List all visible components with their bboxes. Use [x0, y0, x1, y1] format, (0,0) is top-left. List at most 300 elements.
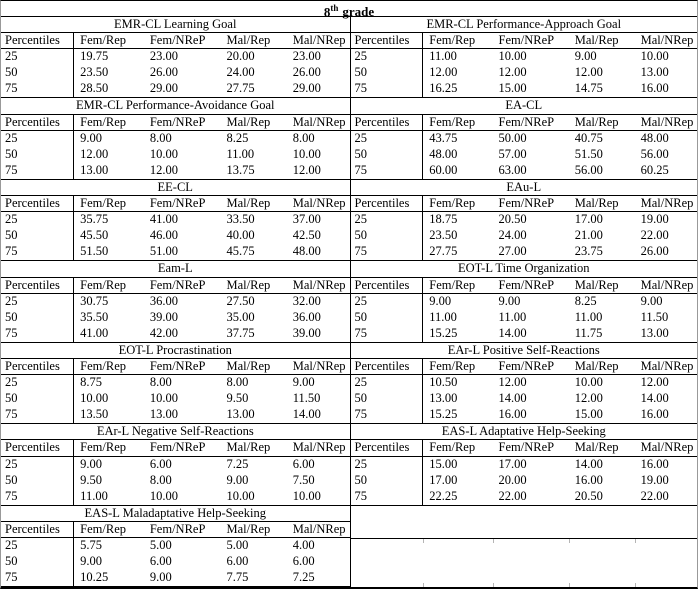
col-header-fem-nrep: Fem/NReP	[149, 440, 206, 455]
percentile-label: 50	[1, 310, 74, 326]
percentile-label: 50	[1, 65, 74, 81]
percentile-label: 50	[351, 310, 424, 326]
col-header-mal-nrep: Mal/NRep	[292, 521, 346, 536]
cell-value: 8.00	[149, 375, 172, 390]
table-row	[351, 294, 698, 310]
table-row	[1, 570, 350, 586]
cell-value: 14.00	[640, 391, 669, 406]
cell-value: 48.00	[292, 244, 321, 259]
percentile-label: 75	[1, 163, 74, 179]
subtable-eas-l-adaptative-help-seeking	[351, 424, 698, 505]
cell-value: 35.50	[80, 309, 109, 324]
subtable-ea-cl	[351, 98, 698, 179]
subtable-emr-cl-performance-avoidance-goal	[1, 98, 350, 179]
col-header-fem-nrep: Fem/NReP	[149, 114, 206, 129]
cell-value: 7.25	[226, 456, 249, 471]
cell-value: 4.00	[292, 538, 315, 552]
col-header-mal-nrep: Mal/NRep	[640, 440, 694, 455]
subtable-header-row	[351, 115, 698, 131]
col-header-fem-nrep: Fem/NReP	[149, 33, 206, 48]
percentile-label: 25	[1, 131, 74, 147]
col-header-fem-rep: Fem/Rep	[80, 277, 127, 292]
cell-border-tick	[423, 583, 424, 587]
cell-value: 20.50	[498, 212, 527, 227]
cell-value: 20.50	[574, 488, 603, 503]
cell-value: 8.00	[292, 130, 315, 145]
cell-value: 51.50	[574, 146, 603, 161]
percentile-label: 50	[351, 473, 424, 489]
cell-value: 20.00	[226, 49, 255, 64]
table-row	[1, 228, 350, 244]
cell-border-tick	[569, 583, 570, 587]
percentile-label: 75	[1, 407, 74, 423]
col-header-mal-nrep: Mal/NRep	[292, 114, 346, 129]
percentile-label: 25	[351, 212, 424, 228]
cell-value: 20.00	[498, 472, 527, 487]
cell-value: 23.00	[149, 49, 178, 64]
col-header-percentiles: Percentiles	[1, 440, 74, 455]
cell-value: 5.00	[149, 538, 172, 552]
cell-value: 36.00	[149, 293, 178, 308]
cell-value: 23.50	[80, 65, 109, 80]
cell-value: 11.00	[226, 146, 255, 161]
percentile-label: 75	[351, 244, 424, 260]
cell-value: 24.00	[226, 65, 255, 80]
col-header-mal-nrep: Mal/NRep	[292, 358, 346, 373]
subtable-title: EAr-L Positive Self-Reactions	[351, 343, 698, 359]
subtable-header-row	[351, 33, 698, 49]
table-row	[351, 457, 698, 473]
cell-value: 21.00	[574, 228, 603, 243]
col-header-mal-nrep: Mal/NRep	[292, 277, 346, 292]
cell-value: 41.00	[80, 325, 109, 340]
cell-value: 26.00	[640, 244, 669, 259]
table-row	[1, 473, 350, 489]
percentile-label: 50	[1, 147, 74, 163]
subtable-header-row	[1, 33, 350, 49]
subtable-eot-l-procrastination	[1, 343, 350, 424]
percentile-label: 25	[351, 375, 424, 391]
percentile-label: 50	[351, 65, 424, 81]
cell-value: 12.00	[498, 375, 527, 390]
col-header-fem-rep: Fem/Rep	[80, 358, 127, 373]
cell-value: 39.00	[292, 325, 321, 340]
cell-value: 10.00	[80, 391, 109, 406]
col-header-mal-rep: Mal/Rep	[226, 196, 271, 211]
cell-value: 37.75	[226, 325, 255, 340]
cell-value: 9.00	[80, 554, 103, 569]
cell-value: 48.00	[429, 146, 458, 161]
cell-value: 9.00	[149, 570, 172, 585]
subtable-title: EAS-L Maladaptative Help-Seeking	[1, 506, 350, 522]
col-header-fem-rep: Fem/Rep	[80, 196, 127, 211]
col-header-percentiles: Percentiles	[351, 440, 424, 455]
table-row	[351, 49, 698, 65]
table-row	[1, 212, 350, 228]
cell-border-tick	[635, 539, 636, 543]
col-header-fem-rep: Fem/Rep	[429, 358, 476, 373]
cell-value: 19.00	[640, 472, 669, 487]
cell-value: 39.00	[149, 309, 178, 324]
cell-value: 8.25	[226, 130, 249, 145]
cell-value: 36.00	[292, 309, 321, 324]
subtable-header-row	[351, 359, 698, 375]
empty-row-divider	[351, 506, 698, 539]
col-header-percentiles: Percentiles	[351, 359, 424, 374]
table-row	[1, 81, 350, 97]
col-header-mal-rep: Mal/Rep	[226, 277, 271, 292]
subtable-header-row	[1, 359, 350, 375]
cell-value: 22.00	[640, 488, 669, 503]
cell-value: 13.00	[640, 65, 669, 80]
cell-value: 10.00	[498, 49, 527, 64]
cell-value: 17.00	[574, 212, 603, 227]
cell-value: 26.00	[292, 65, 321, 80]
table-row	[351, 163, 698, 179]
col-header-fem-rep: Fem/Rep	[80, 114, 127, 129]
subtable-title: EOT-L Time Organization	[351, 261, 698, 277]
table-row	[1, 310, 350, 326]
cell-value: 9.50	[226, 391, 249, 406]
cell-value: 6.00	[149, 554, 172, 569]
table-row	[351, 310, 698, 326]
subtable-header-row	[1, 278, 350, 294]
percentile-label: 75	[1, 81, 74, 97]
cell-value: 23.75	[574, 244, 603, 259]
col-header-fem-nrep: Fem/NReP	[498, 277, 555, 292]
table-row	[351, 212, 698, 228]
cell-value: 8.00	[226, 375, 249, 390]
cell-value: 6.00	[226, 554, 249, 569]
percentile-label: 25	[1, 375, 74, 391]
percentile-label: 25	[1, 538, 74, 554]
cell-value: 45.50	[80, 228, 109, 243]
table-row	[1, 49, 350, 65]
col-header-fem-nrep: Fem/NReP	[149, 277, 206, 292]
cell-value: 10.50	[429, 375, 458, 390]
cell-value: 35.75	[80, 212, 109, 227]
col-header-fem-rep: Fem/Rep	[429, 114, 476, 129]
cell-value: 22.00	[640, 228, 669, 243]
cell-value: 48.00	[640, 130, 669, 145]
cell-value: 30.75	[80, 293, 109, 308]
col-header-percentiles: Percentiles	[1, 196, 74, 211]
cell-value: 13.00	[149, 407, 178, 422]
cell-value: 7.25	[292, 570, 315, 585]
cell-value: 12.00	[640, 375, 669, 390]
cell-value: 16.00	[640, 407, 669, 422]
cell-value: 51.50	[80, 244, 109, 259]
percentile-label: 25	[1, 49, 74, 65]
col-header-percentiles: Percentiles	[351, 278, 424, 293]
col-header-mal-rep: Mal/Rep	[226, 440, 271, 455]
cell-value: 42.00	[149, 325, 178, 340]
subtable-header-row	[351, 440, 698, 456]
percentile-label: 25	[351, 457, 424, 473]
cell-value: 11.50	[640, 309, 669, 324]
cell-value: 14.00	[498, 325, 527, 340]
col-header-mal-nrep: Mal/NRep	[640, 33, 694, 48]
table-row	[1, 65, 350, 81]
table-row	[351, 326, 698, 342]
cell-value: 11.00	[429, 49, 457, 64]
table-row	[1, 131, 350, 147]
cell-value: 27.75	[429, 244, 458, 259]
percentile-label: 25	[351, 131, 424, 147]
percentile-label: 25	[1, 212, 74, 228]
cell-value: 16.00	[640, 81, 669, 96]
col-header-fem-rep: Fem/Rep	[429, 196, 476, 211]
cell-value: 14.00	[498, 391, 527, 406]
table-row	[351, 489, 698, 505]
cell-value: 13.00	[429, 391, 458, 406]
cell-value: 5.75	[80, 538, 103, 552]
cell-border-tick	[569, 539, 570, 543]
col-header-fem-nrep: Fem/NReP	[149, 358, 206, 373]
subtable-title: EMR-CL Performance-Approach Goal	[351, 17, 698, 33]
subtable-header-row	[351, 278, 698, 294]
cell-value: 9.50	[80, 472, 103, 487]
cell-value: 10.00	[292, 488, 321, 503]
subtable-title: EE-CL	[1, 180, 350, 196]
percentile-label: 75	[1, 326, 74, 342]
empty-cells-region	[351, 506, 698, 587]
col-header-percentiles: Percentiles	[351, 196, 424, 211]
cell-value: 41.00	[149, 212, 178, 227]
table-row	[351, 147, 698, 163]
col-header-fem-rep: Fem/Rep	[429, 277, 476, 292]
cell-value: 17.00	[429, 472, 458, 487]
subtable-header-row	[1, 115, 350, 131]
table-row	[351, 244, 698, 260]
col-header-percentiles: Percentiles	[1, 359, 74, 374]
table-row	[1, 326, 350, 342]
cell-value: 14.75	[574, 81, 603, 96]
cell-value: 12.00	[574, 65, 603, 80]
subtable-title: EOT-L Procrastination	[1, 343, 350, 359]
subtable-eas-l-maladaptative-help-seeking	[1, 506, 350, 587]
cell-value: 16.00	[574, 472, 603, 487]
percentile-label: 25	[1, 457, 74, 473]
cell-value: 17.00	[498, 456, 527, 471]
cell-value: 6.00	[292, 554, 315, 569]
cell-value: 33.50	[226, 212, 255, 227]
subtable-title: EAu-L	[351, 180, 698, 196]
cell-value: 12.00	[149, 162, 178, 177]
cell-value: 9.00	[574, 49, 597, 64]
col-header-percentiles: Percentiles	[351, 115, 424, 130]
subtable-title: Eam-L	[1, 261, 350, 277]
cell-value: 27.00	[498, 244, 527, 259]
cell-value: 13.75	[226, 162, 255, 177]
subtable-title: EAS-L Adaptative Help-Seeking	[351, 424, 698, 440]
cell-value: 22.00	[498, 488, 527, 503]
percentile-label: 50	[1, 391, 74, 407]
cell-value: 10.00	[226, 488, 255, 503]
cell-value: 8.00	[149, 472, 172, 487]
percentile-label: 50	[1, 473, 74, 489]
cell-value: 12.00	[498, 65, 527, 80]
cell-value: 32.00	[292, 293, 321, 308]
percentile-label: 50	[1, 228, 74, 244]
percentile-label: 25	[1, 294, 74, 310]
subtable-title: EMR-CL Learning Goal	[1, 17, 350, 33]
col-header-mal-rep: Mal/Rep	[574, 277, 619, 292]
table-row	[1, 538, 350, 554]
col-header-mal-rep: Mal/Rep	[574, 114, 619, 129]
cell-value: 19.00	[640, 212, 669, 227]
cell-value: 15.00	[429, 456, 458, 471]
cell-value: 51.00	[149, 244, 178, 259]
col-header-mal-nrep: Mal/NRep	[292, 440, 346, 455]
col-header-fem-rep: Fem/Rep	[80, 521, 127, 536]
cell-value: 13.00	[80, 162, 109, 177]
col-header-mal-rep: Mal/Rep	[226, 33, 271, 48]
subtable-emr-cl-learning-goal	[1, 17, 350, 98]
cell-value: 29.00	[149, 81, 178, 96]
cell-value: 56.00	[574, 162, 603, 177]
col-header-percentiles: Percentiles	[351, 33, 424, 48]
percentile-label: 75	[351, 81, 424, 97]
col-header-fem-rep: Fem/Rep	[429, 33, 476, 48]
percentile-label: 75	[351, 326, 424, 342]
cell-value: 22.25	[429, 488, 458, 503]
cell-value: 27.50	[226, 293, 255, 308]
cell-value: 7.75	[226, 570, 249, 585]
cell-value: 12.00	[574, 391, 603, 406]
col-header-fem-rep: Fem/Rep	[80, 33, 127, 48]
cell-value: 12.00	[429, 65, 458, 80]
col-header-mal-rep: Mal/Rep	[226, 521, 271, 536]
percentile-label: 75	[351, 489, 424, 505]
cell-value: 11.50	[292, 391, 321, 406]
cell-value: 11.75	[574, 325, 603, 340]
subtable-eam-l	[1, 261, 350, 342]
cell-value: 9.00	[498, 293, 521, 308]
cell-value: 42.50	[292, 228, 321, 243]
cell-value: 9.00	[80, 130, 103, 145]
empty-cells	[351, 539, 698, 587]
cell-value: 6.00	[149, 456, 172, 471]
cell-value: 7.50	[292, 472, 315, 487]
table-row	[1, 489, 350, 505]
table-row	[1, 457, 350, 473]
table-row	[1, 163, 350, 179]
percentile-label: 50	[351, 147, 424, 163]
cell-value: 13.00	[640, 325, 669, 340]
cell-value: 15.00	[498, 81, 527, 96]
subtable-emr-cl-performance-approach-goal	[351, 17, 698, 98]
cell-value: 16.00	[640, 456, 669, 471]
cell-value: 60.00	[429, 162, 458, 177]
cell-value: 14.00	[292, 407, 321, 422]
cell-value: 16.00	[498, 407, 527, 422]
cell-border-tick	[423, 539, 424, 543]
cell-value: 28.50	[80, 81, 109, 96]
cell-value: 15.00	[574, 407, 603, 422]
col-header-percentiles: Percentiles	[1, 33, 74, 48]
col-header-mal-nrep: Mal/NRep	[292, 196, 346, 211]
subtable-ear-l-positive-self-reactions	[351, 343, 698, 424]
percentile-label: 50	[351, 391, 424, 407]
cell-value: 18.75	[429, 212, 458, 227]
col-header-fem-rep: Fem/Rep	[429, 440, 476, 455]
cell-value: 10.00	[574, 375, 603, 390]
col-header-mal-rep: Mal/Rep	[574, 358, 619, 373]
cell-value: 50.00	[498, 130, 527, 145]
table-row	[1, 147, 350, 163]
col-header-percentiles: Percentiles	[1, 115, 74, 130]
table-row	[1, 375, 350, 391]
cell-border-tick	[635, 583, 636, 587]
subtable-eau-l	[351, 180, 698, 261]
cell-value: 60.25	[640, 162, 669, 177]
cell-value: 8.75	[80, 375, 103, 390]
table-row	[351, 473, 698, 489]
col-header-fem-rep: Fem/Rep	[80, 440, 127, 455]
col-header-fem-nrep: Fem/NReP	[149, 521, 206, 536]
col-header-mal-rep: Mal/Rep	[226, 358, 271, 373]
cell-value: 35.00	[226, 309, 255, 324]
table-row	[351, 375, 698, 391]
percentile-label: 25	[351, 294, 424, 310]
cell-value: 6.00	[292, 456, 315, 471]
percentile-label: 25	[351, 49, 424, 65]
cell-value: 8.00	[149, 130, 172, 145]
table-row	[351, 131, 698, 147]
subtable-header-row	[1, 440, 350, 456]
left-column	[1, 17, 350, 587]
cell-value: 14.00	[574, 456, 603, 471]
table-row	[1, 407, 350, 423]
cell-value: 37.00	[292, 212, 321, 227]
cell-value: 15.25	[429, 407, 458, 422]
cell-value: 10.00	[149, 488, 178, 503]
table-row	[351, 391, 698, 407]
grade-number: 8	[323, 4, 331, 20]
table-row	[351, 407, 698, 423]
subtable-ear-l-negative-self-reactions	[1, 424, 350, 505]
col-header-fem-nrep: Fem/NReP	[498, 114, 555, 129]
cell-value: 11.00	[80, 488, 108, 503]
table-row	[1, 294, 350, 310]
cell-value: 57.00	[498, 146, 527, 161]
col-header-mal-nrep: Mal/NRep	[292, 33, 346, 48]
cell-value: 12.00	[292, 162, 321, 177]
subtable-title: EMR-CL Performance-Avoidance Goal	[1, 98, 350, 114]
cell-value: 11.00	[429, 309, 457, 324]
subtable-eot-l-time-organization	[351, 261, 698, 342]
cell-value: 45.75	[226, 244, 255, 259]
cell-value: 9.00	[292, 375, 315, 390]
cell-value: 23.00	[292, 49, 321, 64]
col-header-mal-nrep: Mal/NRep	[640, 196, 694, 211]
subtable-title: EA-CL	[351, 98, 698, 114]
col-header-fem-nrep: Fem/NReP	[498, 33, 555, 48]
cell-value: 63.00	[498, 162, 527, 177]
cell-value: 12.00	[80, 146, 109, 161]
col-header-mal-rep: Mal/Rep	[574, 33, 619, 48]
cell-value: 27.75	[226, 81, 255, 96]
col-header-percentiles: Percentiles	[1, 522, 74, 537]
cell-value: 9.00	[80, 456, 103, 471]
col-header-mal-nrep: Mal/NRep	[640, 277, 694, 292]
tables-grid	[1, 17, 697, 587]
col-header-fem-nrep: Fem/NReP	[498, 358, 555, 373]
table-row	[1, 244, 350, 260]
cell-value: 40.00	[226, 228, 255, 243]
cell-value: 40.75	[574, 130, 603, 145]
